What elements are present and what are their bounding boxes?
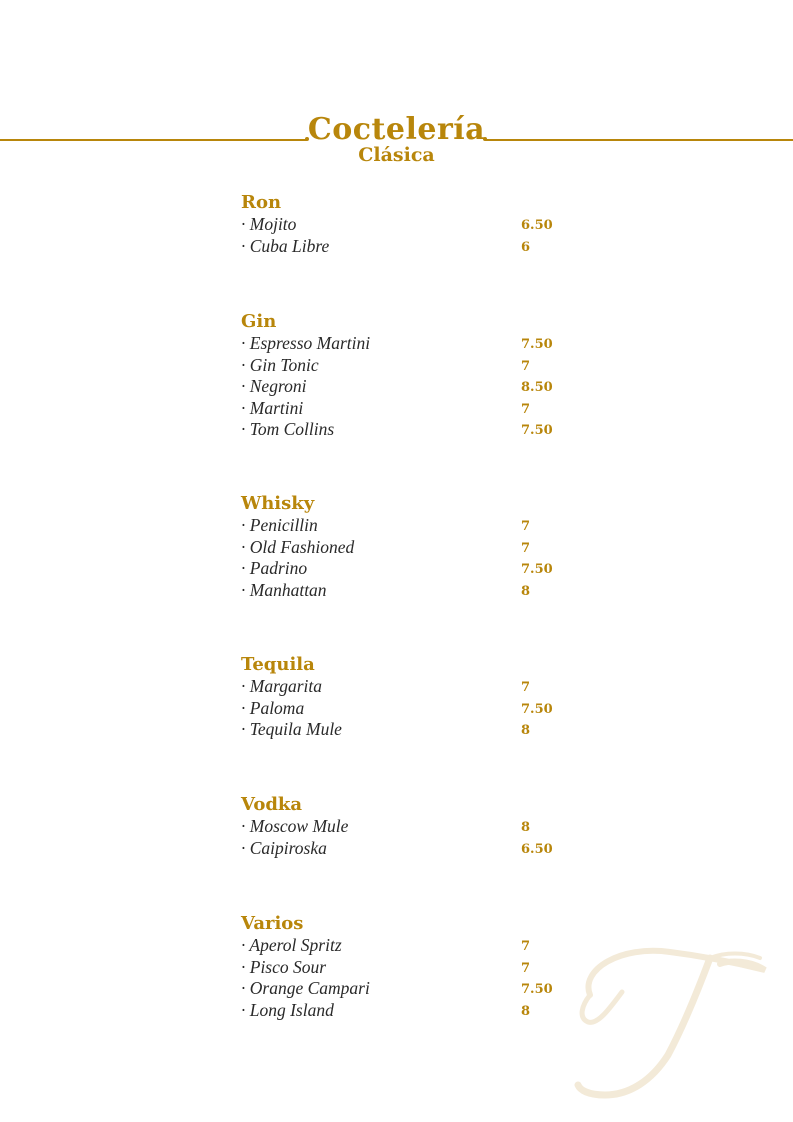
section-title: Ron — [241, 192, 282, 213]
menu-section-vodka — [241, 794, 581, 859]
script-letter-t-logo-icon — [560, 930, 790, 1110]
item-price: 7 — [521, 939, 531, 954]
menu-item — [241, 419, 581, 441]
menu-item — [241, 214, 581, 236]
item-price: 8 — [521, 1003, 531, 1019]
item-price: 7.50 — [521, 562, 553, 577]
menu-item — [241, 838, 581, 860]
item-name: · Margarita — [241, 676, 323, 696]
section-title: Varios — [241, 913, 304, 934]
menu-item — [241, 1000, 581, 1022]
menu-item — [241, 698, 581, 720]
menu-item — [241, 978, 581, 1000]
item-name: · Caipiroska — [241, 837, 327, 858]
section-title: Gin — [241, 311, 277, 332]
menu-item — [241, 537, 581, 559]
menu-section-varios — [241, 913, 581, 1021]
item-name: · Penicillin — [241, 515, 318, 535]
item-name: · Negroni — [241, 376, 307, 396]
item-name: · Paloma — [241, 697, 305, 718]
item-name: · Espresso Martini — [241, 333, 371, 353]
item-price: 6 — [521, 239, 531, 255]
item-name: · Pisco Sour — [241, 956, 327, 977]
menu-item — [241, 719, 581, 741]
item-price: 8 — [521, 820, 531, 835]
item-price: 8.50 — [521, 380, 553, 395]
item-price: 7 — [521, 540, 531, 556]
item-name: · Aperol Spritz — [241, 935, 342, 955]
menu-item — [241, 515, 581, 537]
menu-item — [241, 558, 581, 580]
page-subtitle: Clásica — [358, 144, 435, 166]
item-price: 7.50 — [521, 423, 553, 438]
section-title: Tequila — [241, 654, 315, 675]
item-name: · Tom Collins — [241, 419, 335, 439]
item-name: · Padrino — [241, 558, 308, 578]
item-price: 7.50 — [521, 701, 553, 717]
item-name: · Martini — [241, 397, 304, 418]
menu-item — [241, 376, 581, 398]
section-title: Vodka — [241, 794, 303, 815]
page-title: Coctelería — [307, 112, 486, 147]
item-price: 7.50 — [521, 337, 553, 352]
menu-section-tequila — [241, 654, 581, 741]
item-name: · Manhattan — [241, 579, 327, 600]
item-price: 6.50 — [521, 841, 553, 857]
menu-item — [241, 676, 581, 698]
item-name: · Moscow Mule — [241, 816, 349, 836]
menu-item — [241, 957, 581, 979]
item-price: 7 — [521, 401, 531, 417]
menu-section-whisky — [241, 493, 581, 601]
item-name: · Orange Campari — [241, 978, 370, 998]
section-title: Whisky — [241, 493, 315, 514]
item-price: 7 — [521, 960, 531, 976]
item-name: · Gin Tonic — [241, 354, 319, 375]
item-price: 7 — [521, 519, 531, 534]
menu-section-gin — [241, 311, 581, 441]
item-price: 7 — [521, 680, 531, 695]
menu-item — [241, 355, 581, 377]
item-price: 6.50 — [521, 218, 553, 233]
item-price: 8 — [521, 583, 531, 599]
menu-item — [241, 398, 581, 420]
menu-item — [241, 333, 581, 355]
item-name: · Cuba Libre — [241, 235, 330, 256]
menu-item — [241, 935, 581, 957]
item-price: 7 — [521, 358, 531, 374]
item-name: · Long Island — [241, 999, 334, 1020]
menu-item — [241, 236, 581, 258]
item-name: · Tequila Mule — [241, 719, 342, 739]
item-name: · Old Fashioned — [241, 536, 355, 557]
item-name: · Mojito — [241, 214, 297, 234]
item-price: 8 — [521, 723, 531, 738]
menu-section-ron — [241, 192, 581, 257]
menu-item — [241, 816, 581, 838]
item-price: 7.50 — [521, 982, 553, 997]
menu-item — [241, 580, 581, 602]
